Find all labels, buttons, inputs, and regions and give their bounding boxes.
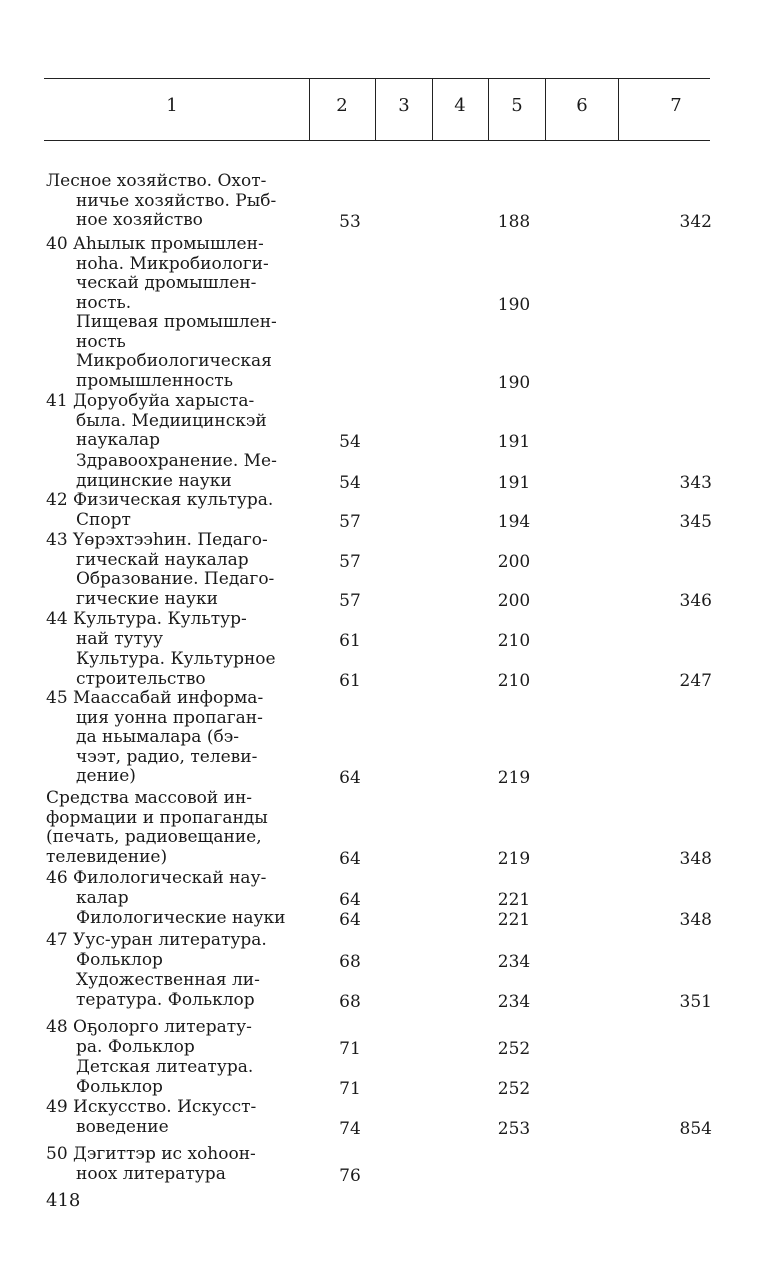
description-line: Культура. Культурное — [76, 649, 276, 669]
col-5-value: 234 — [497, 991, 531, 1012]
description-line: ческай дромышлен- — [76, 273, 257, 294]
row-description — [46, 235, 291, 313]
description-line: (печать, радиовещание, — [46, 827, 262, 848]
description-line: Средства массовой ин- — [46, 788, 253, 808]
row-description — [46, 531, 291, 570]
description-line: Здравоохранение. Ме- — [76, 451, 277, 471]
description-line: Детская литеатура. — [76, 1057, 254, 1077]
description-line: Фольклор — [76, 949, 163, 970]
description-line: да ньымалара (бэ- — [76, 727, 239, 748]
row-description — [46, 570, 291, 609]
description-line: Образование. Педаго- — [76, 569, 275, 589]
description-line: Лесное хозяйство. Охот- — [46, 171, 267, 191]
table-top-rule — [44, 78, 710, 79]
col-2-value: 61 — [339, 670, 361, 691]
description-line: была. Медиицинскэй — [76, 410, 267, 431]
description-line: ное хозяйство — [76, 210, 203, 231]
description-line: чээт, радио, телеви- — [76, 746, 258, 767]
description-line: Микробиологическая — [76, 351, 272, 372]
description-line: 46 Филологическай нау- — [46, 868, 267, 888]
col-2-value: 68 — [339, 991, 361, 1012]
col-7-value: 348 — [679, 848, 712, 869]
description-line: воведение — [76, 1116, 169, 1137]
col-5-value: 221 — [497, 889, 531, 910]
row-description — [46, 971, 291, 1010]
col-2-value: 57 — [339, 511, 361, 532]
row-description — [46, 909, 291, 929]
row-description — [46, 869, 291, 908]
col-2-value: 54 — [339, 432, 361, 453]
header-col-2: 2 — [336, 95, 348, 116]
description-line: дицинские науки — [76, 470, 232, 491]
header-col-4: 4 — [454, 95, 466, 116]
col-7-value: 854 — [679, 1118, 712, 1139]
col-7-value: 348 — [679, 910, 712, 930]
header-col-1: 1 — [166, 95, 178, 116]
col-5-value: 191 — [497, 472, 531, 493]
description-line: наукалар — [76, 430, 161, 451]
table-header-bottom-rule — [44, 140, 710, 141]
col-2-value: 61 — [339, 630, 361, 651]
header-col-3: 3 — [398, 95, 410, 116]
col-5-value: 191 — [497, 432, 531, 453]
description-line: 49 Искусство. Искусст- — [46, 1097, 257, 1117]
col-5-value: 221 — [497, 910, 531, 930]
row-description — [46, 172, 291, 231]
description-line: тература. Фольклор — [76, 989, 255, 1010]
description-line: гическай наукалар — [76, 549, 249, 570]
description-line: 45 Маассабай информа- — [46, 688, 264, 708]
description-line: строительство — [76, 668, 206, 689]
description-line: 41 Доруобуйа харыста- — [46, 391, 255, 411]
header-col-6: 6 — [576, 95, 588, 116]
description-line: 42 Физическая культура. — [46, 490, 274, 510]
col-7-value: 247 — [679, 670, 712, 691]
row-description — [46, 392, 291, 451]
description-line: ноох литература — [76, 1163, 226, 1184]
col-2-value: 57 — [339, 551, 361, 572]
header-col-7: 7 — [670, 95, 682, 116]
col-5-value: 188 — [497, 212, 531, 233]
column-divider — [618, 78, 619, 140]
description-line: ничье хозяйство. Рыб- — [76, 190, 277, 211]
description-line: 43 Үөрэхтээһин. Педаго- — [46, 530, 268, 550]
column-divider — [309, 78, 310, 140]
description-line: ра. Фольклор — [76, 1036, 195, 1057]
col-5-value: 219 — [497, 768, 531, 789]
col-2-value: 68 — [339, 951, 361, 972]
description-line: Спорт — [76, 509, 131, 530]
description-line: ность — [76, 331, 126, 352]
col-7-value: 342 — [679, 212, 712, 233]
row-description — [46, 789, 291, 867]
description-line: ноһа. Микробиологи- — [76, 253, 269, 274]
description-line: 48 Оҕолорго литерату- — [46, 1017, 252, 1037]
row-description — [46, 491, 291, 530]
col-7-value: 343 — [679, 472, 712, 493]
description-line: формации и пропаганды — [46, 807, 268, 828]
description-line: Пищевая промышлен- — [76, 312, 277, 332]
description-line: 50 Дэгиттэр ис хоһоон- — [46, 1144, 256, 1164]
row-description — [46, 931, 291, 970]
col-5-value: 253 — [497, 1118, 531, 1139]
description-line: 44 Культура. Культур- — [46, 609, 247, 629]
column-divider — [375, 78, 376, 140]
col-2-value: 71 — [339, 1078, 361, 1099]
page-number: 418 — [46, 1190, 81, 1211]
col-2-value: 64 — [339, 768, 361, 789]
description-line: Филологические науки — [76, 908, 286, 928]
col-2-value: 64 — [339, 910, 361, 930]
description-line: ция уонна пропаган- — [76, 707, 263, 728]
col-2-value: 76 — [339, 1165, 361, 1186]
description-line: телевидение) — [46, 846, 168, 867]
description-line: промышленность — [76, 370, 233, 391]
col-2-value: 57 — [339, 590, 361, 611]
col-7-value: 351 — [679, 991, 712, 1012]
col-2-value: 64 — [339, 889, 361, 910]
col-5-value: 252 — [497, 1038, 531, 1059]
col-2-value: 53 — [339, 212, 361, 233]
col-5-value: 200 — [497, 590, 531, 611]
description-line: 47 Ууc-уран литература. — [46, 930, 267, 950]
col-5-value: 252 — [497, 1078, 531, 1099]
column-divider — [432, 78, 433, 140]
row-description — [46, 313, 291, 391]
column-divider — [545, 78, 546, 140]
col-2-value: 71 — [339, 1038, 361, 1059]
col-5-value: 190 — [497, 372, 531, 393]
description-line: 40 Аһылык промышлен- — [46, 234, 264, 254]
description-line: най тутуу — [76, 628, 164, 649]
col-5-value: 200 — [497, 551, 531, 572]
description-line: ность. — [76, 292, 132, 313]
col-5-value: 234 — [497, 951, 531, 972]
header-col-5: 5 — [511, 95, 523, 116]
row-description — [46, 1145, 291, 1184]
description-line: Фольклор — [76, 1076, 163, 1097]
description-line: калар — [76, 887, 129, 908]
col-2-value: 74 — [339, 1118, 361, 1139]
row-description — [46, 610, 291, 649]
col-2-value: 64 — [339, 848, 361, 869]
description-line: гические науки — [76, 588, 218, 609]
col-5-value: 190 — [497, 294, 531, 315]
col-2-value: 54 — [339, 472, 361, 493]
col-5-value: 219 — [497, 848, 531, 869]
col-5-value: 210 — [497, 630, 531, 651]
column-divider — [488, 78, 489, 140]
row-description — [46, 650, 291, 689]
description-line: дение) — [76, 766, 136, 787]
row-description — [46, 452, 291, 491]
description-line: Художественная ли- — [76, 970, 260, 990]
col-5-value: 210 — [497, 670, 531, 691]
col-7-value: 345 — [679, 511, 712, 532]
row-description — [46, 1098, 291, 1137]
col-7-value: 346 — [679, 590, 712, 611]
col-5-value: 194 — [497, 511, 531, 532]
row-description — [46, 1058, 291, 1097]
row-description — [46, 689, 291, 787]
row-description — [46, 1018, 291, 1057]
